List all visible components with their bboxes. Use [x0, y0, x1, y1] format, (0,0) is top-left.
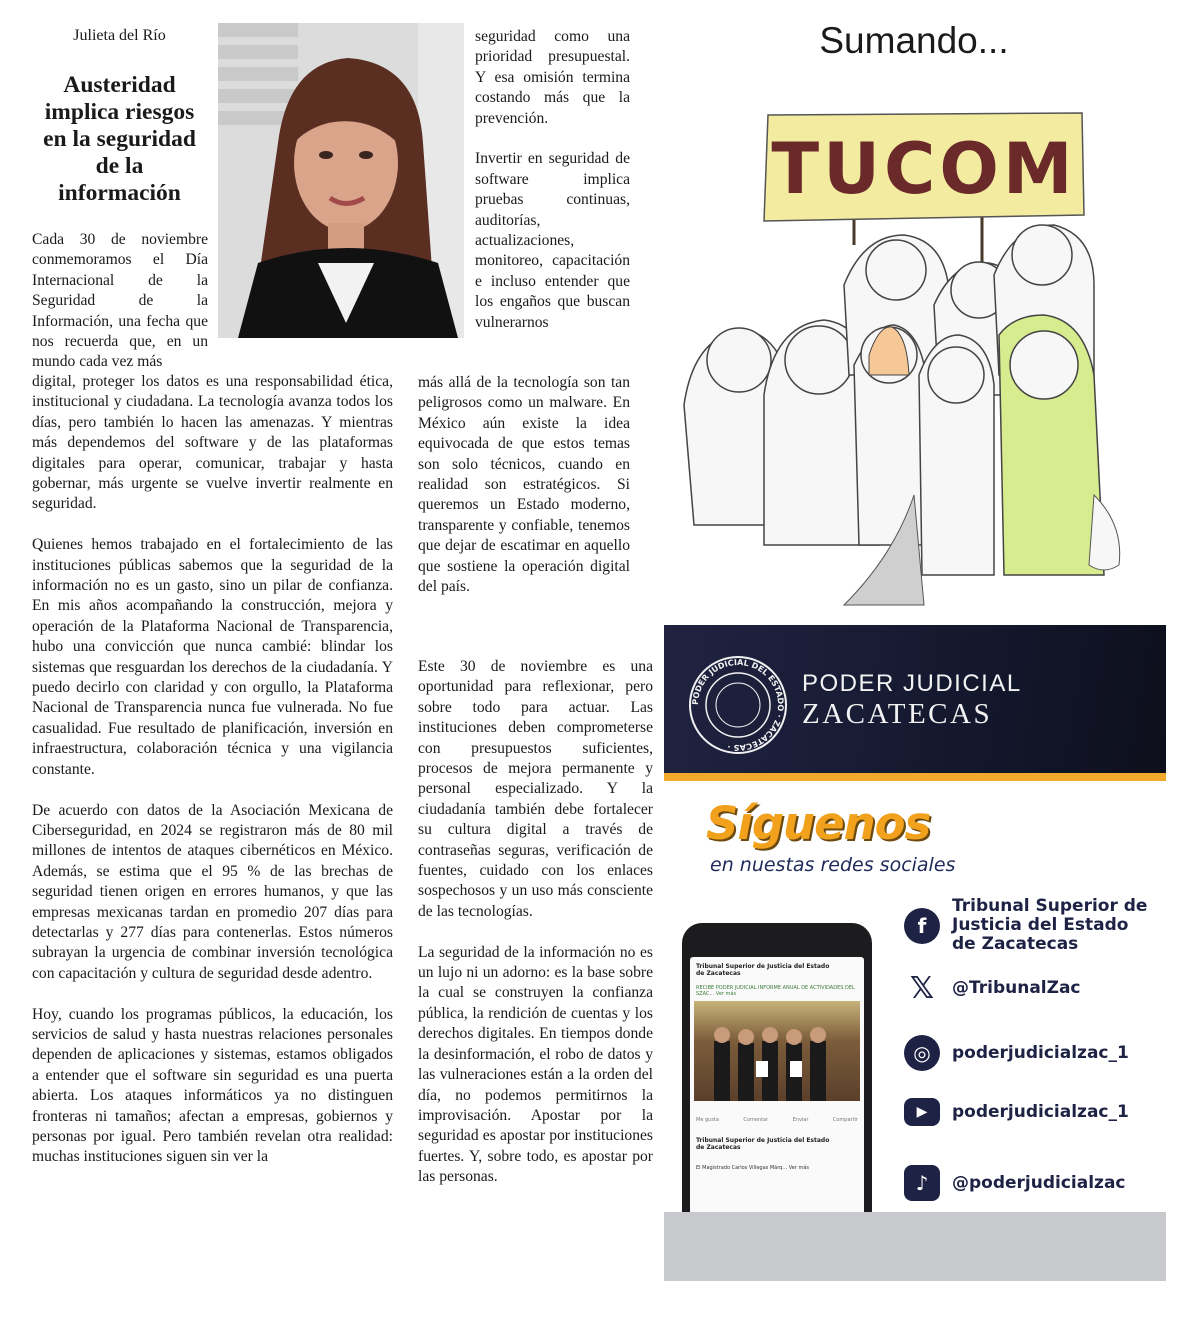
social-label: Tribunal Superior de Justicia del Estado de Zacatecas — [952, 896, 1148, 954]
social-label: poderjudicialzac_1 — [952, 1101, 1129, 1122]
siguenos-subhead: en nuestas redes sociales — [710, 854, 956, 876]
paragraph: digital, proteger los datos es una responsabilidad ética, institucional y ciudadana. La tecnología avanza todos los días, pero también lo hacen las amenazas. Y mientras más dependemos del software y de las plataformas digitales para operar, comunicar, trabajar y hasta gobernar, más urgente se vuelve invertir realmente en seguridad. — [32, 373, 393, 513]
like-action: Me gusta — [696, 1117, 719, 1123]
ad-stripe — [664, 773, 1166, 781]
political-cartoon — [664, 75, 1166, 610]
social-label: @poderjudicialzac — [952, 1172, 1126, 1193]
poder-judicial-ad — [664, 625, 1166, 1281]
judicial-seal-icon — [688, 655, 788, 755]
article-col2-bottom — [418, 657, 653, 1188]
tiktok-icon: ♪ — [904, 1165, 940, 1201]
paragraph: Quienes hemos trabajado en el fortalecimiento de las instituciones públicas sabemos que la seguridad de la información no es un gasto, sino un pilar de confianza. En mis años acompañando la construcción, mejora y operación de la Plataforma Nacional de Transparencia, hubo una convicción que nunca cambié: blindar los sistemas que resguardan los derechos de la ciudadanía. Y puedo decirlo con claridad y con orgullo, la Plataforma Nacional de Transparencia nunca fue vulnerada. No fue casualidad. Fue resultado de planificación, inversión en infraestructura, colaboración técnica y una vigilancia constante. — [32, 536, 393, 778]
paragraph: Este 30 de noviembre es una oportunidad para reflexionar, pero sobre todo para actuar. Las instituciones deben comprometerse con presupuestos suficientes, procesos de mejora permanente y personal especializado. Y la ciudadanía también debe fortalecer su cultura digital a través de contraseñas seguras, verificación de fuentes, cuidado con los enlaces sospechosos y un uso más consciente de las tecnologías. — [418, 658, 653, 920]
paragraph: La seguridad de la información no es un lujo ni un adorno: es la base sobre la cual se construyen la confianza pública, la rendición de cuentas y los derechos digitales. En tiempos donde la desinformación, el robo de datos y las vulneraciones están a la orden del día, no podemos permitirnos la improvisación. Apostar por la seguridad es apostar por instituciones fuertes. Y, sobre todo, es apostar por las personas. — [418, 943, 653, 1186]
author-photo — [218, 23, 464, 338]
post-photo — [694, 1001, 860, 1101]
post2-text: El Magistrado Carlos Villegas Márq... Ver más — [696, 1165, 809, 1171]
social-label: poderjudicialzac_1 — [952, 1042, 1129, 1063]
youtube-icon: ▶ — [904, 1098, 940, 1126]
ad-header — [664, 625, 1166, 773]
social-facebook — [904, 897, 1152, 954]
article-col2-mid: más allá de la tecnología son tan peligrosos como un malware. En México aún existe la idea equivocada de que estos temas son solo técnicos, cuando en realidad son estratégicos. Si queremos un Estado moderno, transparente y confiable, tenemos que dejar de escatimar en aquello que sostiene la operación digital del país. — [418, 374, 630, 596]
social-instagram — [904, 1035, 1129, 1071]
paragraph: De acuerdo con datos de la Asociación Mexicana de Ciberseguridad, en 2024 se registraron más de 80 mil millones de intentos de ataques cibernéticos en México. Además, se estima que el 95 % de las brechas de seguridad tienen origen en errores humanos, y que las empresas mexicanas tardan en promedio 207 días para detectarlas y 277 días para contenerlas. Estos números subrayan la urgencia de combinar inversión tecnológica con capacitación y cultura de seguridad desde adentro. — [32, 801, 393, 982]
share-action: Compartir — [832, 1117, 858, 1123]
article-col2-top — [475, 27, 630, 333]
comment-action: Comentar — [743, 1117, 769, 1123]
x-icon: 𝕏 — [909, 970, 935, 1006]
post-actions — [696, 1117, 858, 1123]
article-col1 — [32, 372, 393, 1168]
social-youtube — [904, 1098, 1129, 1126]
org-line2: ZACATECAS — [802, 698, 993, 730]
social-label: @TribunalZac — [952, 977, 1081, 998]
post-author: Tribunal Superior de Justicia del Estado de Zacatecas — [696, 963, 830, 977]
article-col1-top: Cada 30 de noviembre conmemoramos el Día Internacional de la Seguridad de la Información, una fecha que nos recuerda que, en un mundo cada vez más — [32, 231, 208, 371]
cartoon-sign: TUCOM — [771, 128, 1077, 210]
phone-mockup — [682, 923, 872, 1253]
author-name: Julieta del Río — [73, 27, 166, 44]
facebook-icon: f — [904, 908, 940, 944]
social-x — [904, 970, 1081, 1006]
siguenos-headline: Síguenos — [706, 797, 931, 850]
phone-screen — [690, 957, 864, 1215]
post2-author: Tribunal Superior de Justicia del Estado de Zacatecas — [696, 1137, 830, 1151]
send-action: Enviar — [792, 1117, 809, 1123]
social-tiktok — [904, 1165, 1126, 1201]
svg-text:PODER JUDICIAL DEL ESTADO · ZA: PODER JUDICIAL DEL ESTADO · ZACATECAS · — [690, 657, 786, 753]
instagram-icon: ◎ — [904, 1035, 940, 1071]
cartoon-title: Sumando... — [819, 20, 1009, 61]
org-name — [802, 669, 1022, 729]
paragraph: Invertir en seguridad de software implica pruebas continuas, auditorías, actualizaciones, monitoreo, capacitación e incluso entender que los engaños que buscan vulnerarnos — [475, 150, 630, 331]
org-line1: PODER JUDICIAL — [802, 670, 1022, 697]
paragraph: seguridad como una prioridad presupuestal. Y esa omisión termina costando más que la prevención. — [475, 28, 630, 127]
ad-footer-band — [664, 1212, 1166, 1281]
post-text: RECIBE PODER JUDICIAL INFORME ANUAL DE ACTIVIDADES DEL SZAC... Ver más — [696, 985, 855, 997]
article-headline: Austeridad implica riesgos en la seguridad de la información — [43, 72, 196, 206]
paragraph: Hoy, cuando los programas públicos, la educación, los servicios de salud y hasta nuestras relaciones personales dependen de aplicaciones y sistemas, estamos obligados a entender que el software sin seguridad es una puerta abierta. Los ataques informáticos ya no distinguen fronteras ni tamaños; afectan a empresas, gobiernos y personas por igual. Pero también revelan otra realidad: muchas instituciones siguen sin ver la — [32, 1005, 393, 1166]
